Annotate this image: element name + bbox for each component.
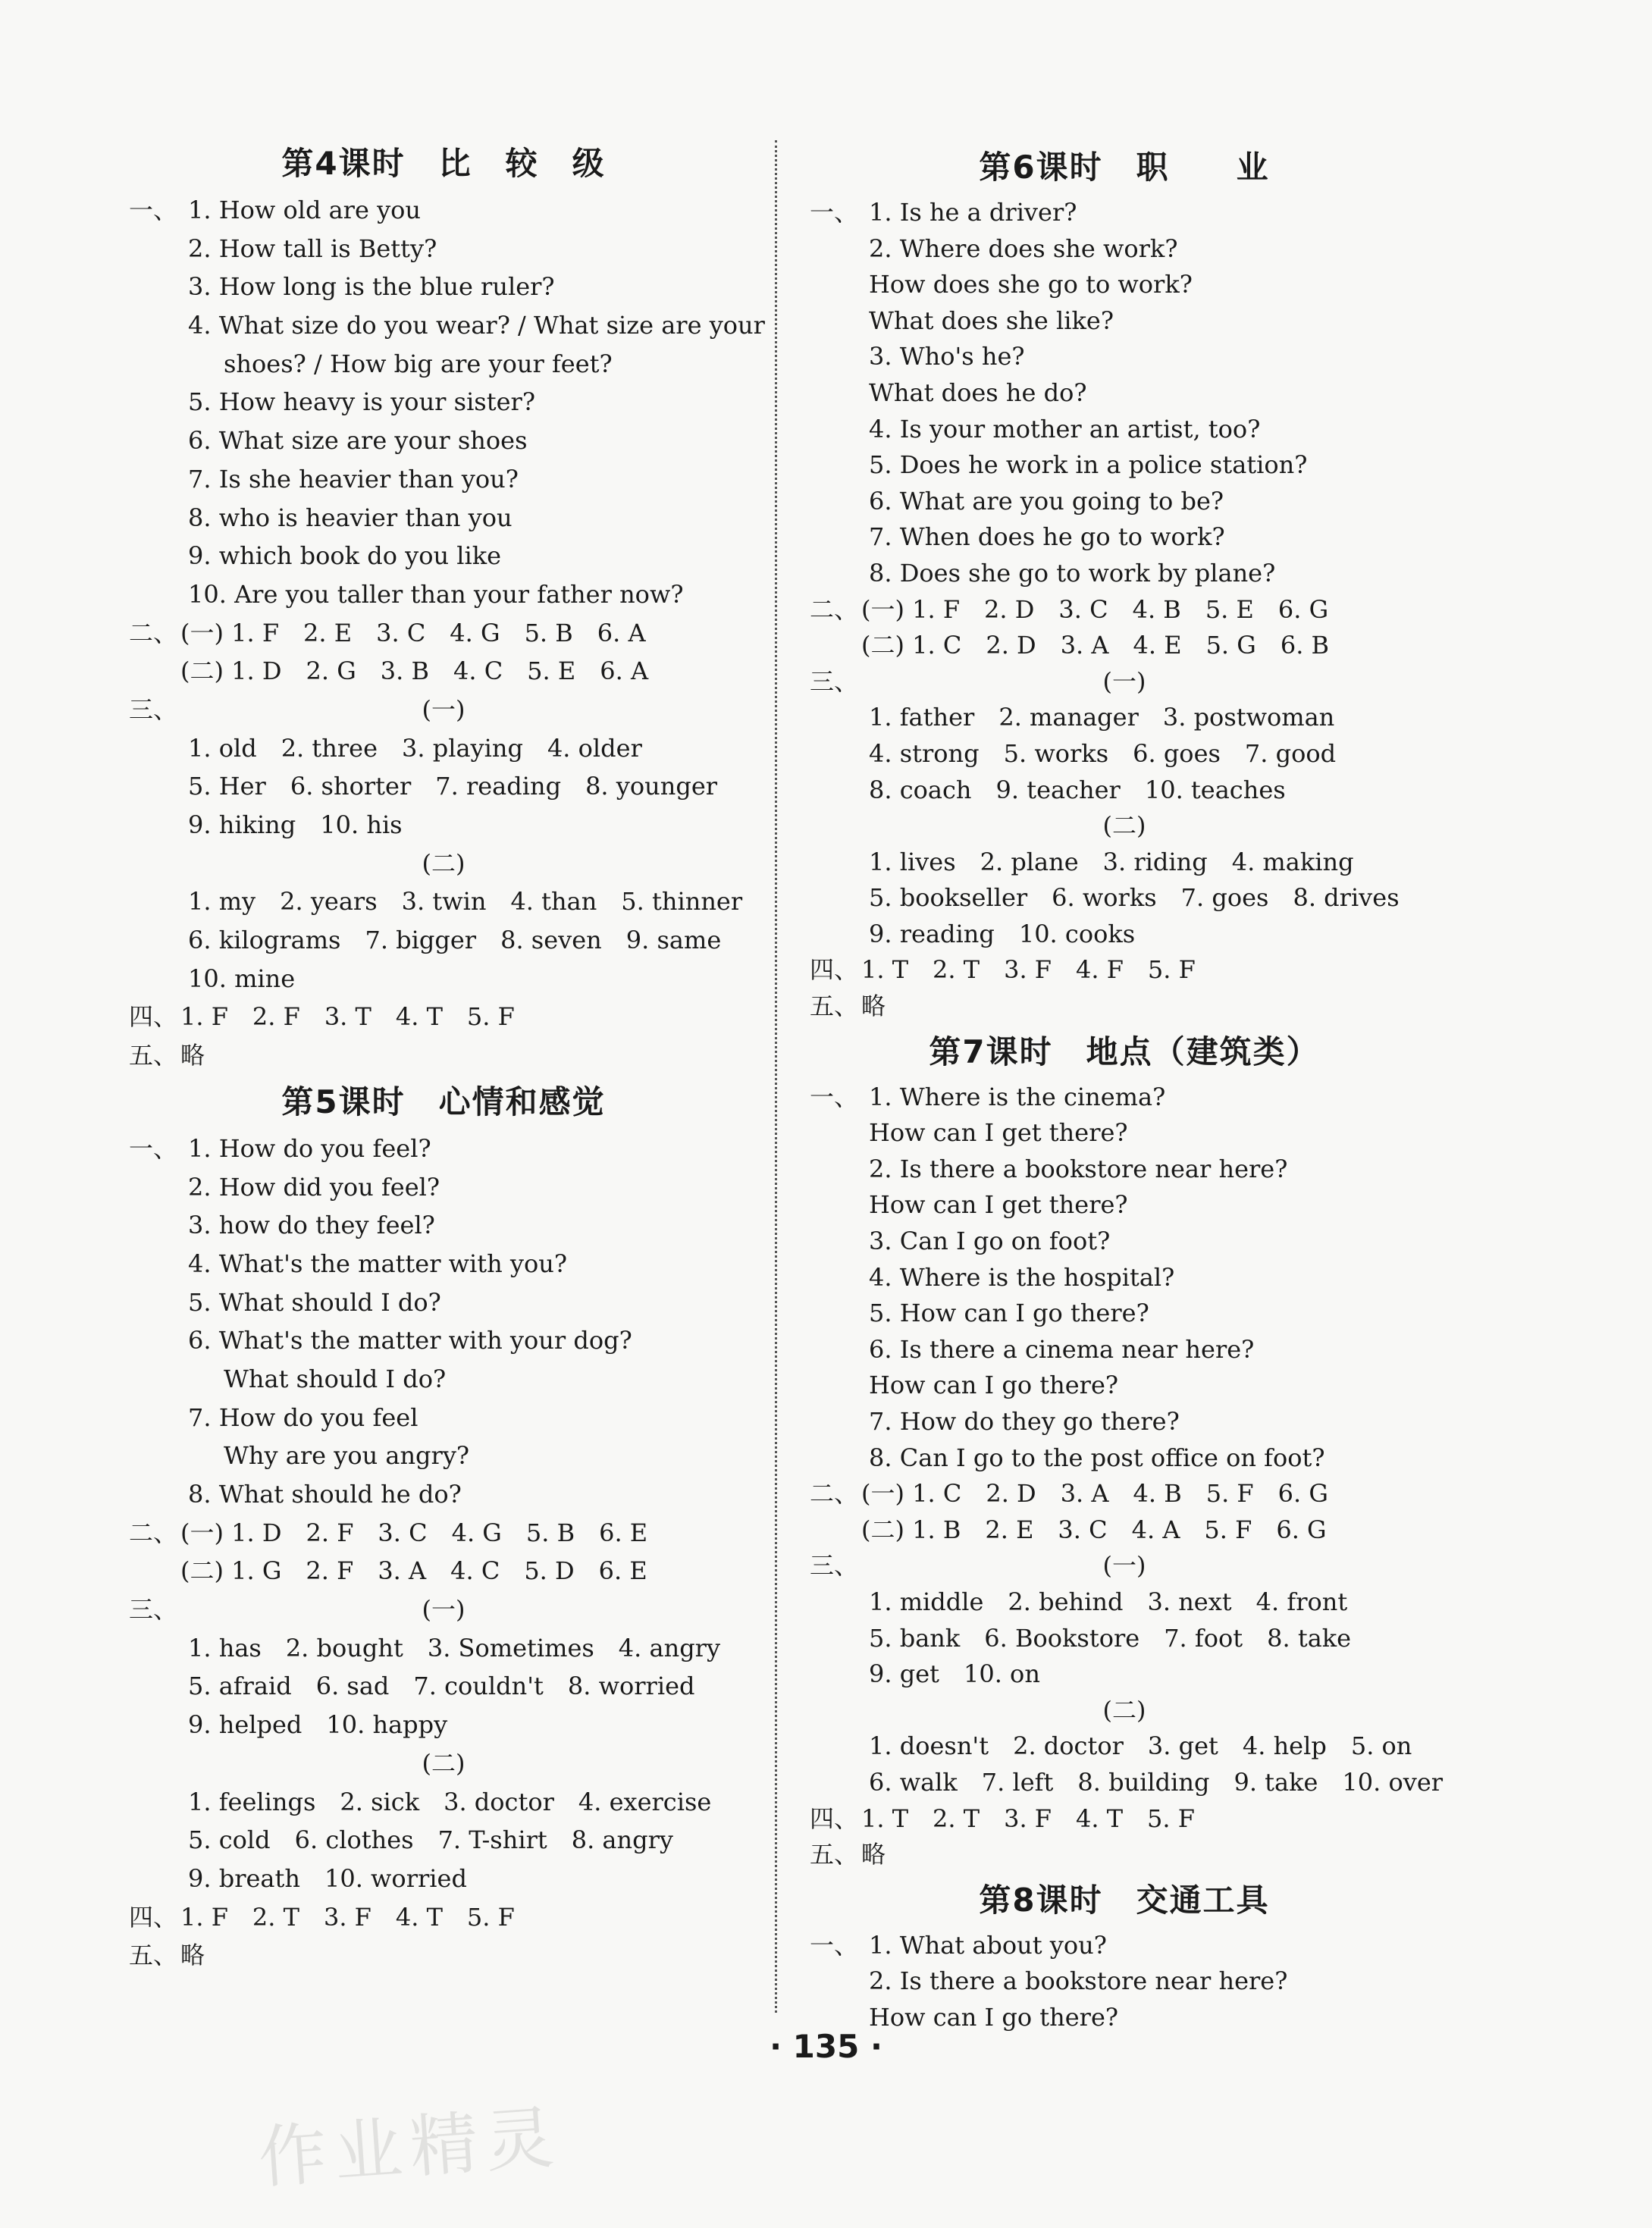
answer-text: How can I go there? (869, 1371, 1119, 1400)
subsection-label: (一) (422, 1595, 466, 1625)
answer-text: 6. walk 7. left 8. building 9. take 10. over (869, 1767, 1444, 1797)
answer-line (810, 412, 1439, 448)
answer-text: 2. Is there a bookstore near here? (869, 1966, 1288, 1996)
answer-line (810, 484, 1439, 520)
answer-text: 9. get 10. on (869, 1659, 1040, 1689)
answer-text: 9. helped 10. happy (188, 1710, 448, 1740)
answer-line (129, 1821, 758, 1860)
answer-text: 1. T 2. T 3. F 4. T 5. F (861, 1803, 1195, 1833)
question-number: 五、 (129, 1941, 178, 1970)
section-title: 第5课时 心情和感觉 (281, 1083, 606, 1120)
answer-line (129, 1898, 758, 1937)
answer-text: 1. Is he a driver? (869, 198, 1077, 227)
answer-line (810, 952, 1439, 989)
answer-text: 3. Can I go on foot? (869, 1227, 1111, 1256)
answer-text: 6. What size are your shoes (188, 426, 528, 456)
answer-text: 2. Where does she work? (869, 233, 1178, 263)
answer-text: (一) 1. C 2. D 3. A 4. B 5. F 6. G (861, 1479, 1328, 1509)
answer-line (129, 345, 758, 384)
answer-line (810, 556, 1439, 592)
answer-text: How can I get there? (869, 1190, 1128, 1220)
answer-line (810, 1332, 1439, 1368)
question-number: 五、 (810, 992, 859, 1021)
answer-text: 9. which book do you like (188, 541, 502, 571)
answer-text: 6. What are you going to be? (869, 486, 1224, 515)
answer-line (129, 1283, 758, 1322)
answer-text: 1. middle 2. behind 3. next 4. front (869, 1587, 1348, 1616)
answer-line (810, 1152, 1439, 1188)
answer-line (810, 1963, 1439, 2000)
answer-line (129, 575, 758, 614)
question-number: 二、 (129, 618, 178, 647)
question-number: 四、 (810, 955, 859, 985)
answer-text: 1. has 2. bought 3. Sometimes 4. angry (188, 1633, 721, 1662)
answer-text: 6. kilograms 7. bigger 8. seven 9. same (188, 926, 722, 955)
answer-line (810, 1476, 1439, 1512)
answer-line (129, 1667, 758, 1706)
answer-line (810, 1837, 1439, 1873)
question-number: 二、 (129, 1518, 178, 1547)
answer-line (129, 960, 758, 998)
answer-line (810, 1187, 1439, 1224)
answer-text: 1. F 2. F 3. T 4. T 5. F (180, 1002, 515, 1032)
answer-text: 4. What size do you wear? / What size are your (188, 311, 765, 340)
answer-line (810, 1080, 1439, 1116)
section-title: 第4课时 比 较 级 (281, 145, 606, 182)
answer-text: 10. Are you taller than your father now? (188, 579, 684, 609)
answer-text: 1. lives 2. plane 3. riding 4. making (869, 847, 1354, 876)
answer-text: What does she like? (869, 306, 1114, 335)
answer-text: 9. hiking 10. his (188, 810, 403, 839)
answer-text: 9. reading 10. cooks (869, 919, 1136, 948)
subsection-label: (一) (1102, 666, 1146, 696)
answer-text: 4. What's the matter with you? (188, 1249, 568, 1278)
answer-text: 略 (861, 992, 886, 1021)
answer-text: What should I do? (224, 1364, 447, 1393)
answer-line (129, 1706, 758, 1744)
answer-text: 5. bank 6. Bookstore 7. foot 8. take (869, 1623, 1352, 1653)
answer-line (129, 1437, 758, 1475)
answer-line (810, 772, 1439, 809)
answer-line (810, 1368, 1439, 1404)
answer-line (129, 767, 758, 806)
answer-line (810, 303, 1439, 340)
subsection-label: (二) (422, 848, 466, 878)
right-column (810, 140, 1444, 2036)
answer-text: shoes? / How big are your feet? (224, 349, 613, 378)
answer-text: 4. Where is the hospital? (869, 1262, 1175, 1292)
answer-text: 1. T 2. T 3. F 4. F 5. F (861, 955, 1196, 985)
answer-text: 9. breath 10. worried (188, 1863, 467, 1893)
answer-text: 8. Can I go to the post office on foot? (869, 1443, 1325, 1472)
answer-line (129, 882, 758, 921)
question-number: 三、 (810, 666, 859, 696)
answer-line (810, 519, 1439, 556)
question-number: 一、 (129, 196, 178, 224)
answer-text: 5. afraid 6. sad 7. couldn't 8. worried (188, 1672, 695, 1701)
answer-line (810, 845, 1439, 881)
answer-line (810, 1440, 1439, 1477)
answer-line (129, 1399, 758, 1437)
question-number: 一、 (810, 1082, 859, 1111)
answer-text: 6. Is there a cinema near here? (869, 1334, 1255, 1364)
answer-text: 1. my 2. years 3. twin 4. than 5. thinner (188, 887, 743, 917)
subsection-label: (一) (1102, 1551, 1146, 1581)
answer-line (129, 1245, 758, 1283)
answer-line (810, 700, 1439, 736)
answer-text: 5. bookseller 6. works 7. goes 8. drives (869, 883, 1400, 913)
answer-line (129, 1206, 758, 1245)
answer-line (129, 921, 758, 960)
question-number: 三、 (810, 1551, 859, 1581)
answer-line (129, 306, 765, 345)
answer-text: 1. What about you? (869, 1930, 1107, 1960)
answer-text: (二) 1. G 2. F 3. A 4. C 5. D 6. E (180, 1556, 647, 1586)
answer-line (129, 421, 758, 460)
answer-text: Why are you angry? (224, 1441, 470, 1471)
answer-line (129, 1360, 758, 1399)
answer-line (810, 339, 1439, 375)
page-number: · 135 · (770, 2028, 882, 2065)
answer-text: 4. Is your mother an artist, too? (869, 414, 1261, 443)
subsection-label: (二) (422, 1748, 466, 1778)
answer-text: 8. coach 9. teacher 10. teaches (869, 775, 1286, 804)
answer-line (129, 998, 758, 1036)
answer-line (129, 460, 758, 499)
answer-line (810, 1656, 1439, 1693)
section-title: 第6课时 职 业 (979, 149, 1270, 186)
answer-text: (二) 1. D 2. G 3. B 4. C 5. E 6. A (180, 656, 649, 686)
answer-line (129, 1783, 758, 1822)
answer-text: (一) 1. F 2. E 3. C 4. G 5. B 6. A (180, 618, 646, 647)
question-number: 一、 (810, 1930, 859, 1960)
answer-text: 1. How old are you (188, 196, 422, 224)
answer-line (129, 1629, 758, 1668)
answer-text: 8. What should he do? (188, 1480, 462, 1509)
answer-text: 略 (180, 1941, 205, 1970)
answer-line (129, 499, 758, 537)
answer-line (810, 1404, 1439, 1440)
answer-text: 3. Who's he? (869, 342, 1025, 371)
column-divider (775, 140, 777, 2013)
answer-line (129, 1036, 758, 1075)
answer-line (129, 1936, 758, 1975)
answer-line (810, 1548, 1439, 1584)
answer-text: (一) 1. F 2. D 3. C 4. B 5. E 6. G (861, 594, 1329, 624)
answer-line (129, 614, 758, 653)
answer-text: 1. Where is the cinema? (869, 1082, 1166, 1111)
answer-line (129, 1860, 758, 1898)
answer-line (129, 1130, 758, 1168)
answer-text: 2. How did you feel? (188, 1172, 440, 1202)
answer-text: 1. F 2. T 3. F 4. T 5. F (180, 1902, 515, 1932)
question-number: 四、 (129, 1902, 178, 1932)
answer-line (810, 1224, 1439, 1260)
answer-text: 1. father 2. manager 3. postwoman (869, 703, 1335, 732)
answer-text: 5. What should I do? (188, 1287, 441, 1317)
answer-line (129, 268, 758, 306)
question-number: 一、 (129, 1133, 178, 1163)
answer-text: 5. How can I go there? (869, 1299, 1149, 1328)
answer-line (129, 806, 758, 845)
answer-line (129, 1590, 758, 1629)
question-number: 五、 (129, 1041, 178, 1070)
answer-line (810, 1115, 1439, 1152)
answer-line (129, 383, 758, 421)
subsection-label: (一) (422, 694, 466, 724)
answer-text: How does she go to work? (869, 270, 1193, 299)
answer-line (810, 917, 1439, 953)
answer-line (129, 537, 758, 575)
left-column (129, 136, 765, 1975)
answer-line (810, 880, 1439, 917)
answer-line (129, 729, 758, 768)
answer-line (810, 1765, 1444, 1801)
answer-line (810, 628, 1439, 664)
question-number: 三、 (129, 694, 178, 724)
watermark-logo: 作业精灵 (255, 2098, 564, 2198)
answer-line (810, 989, 1439, 1025)
answer-text: 略 (180, 1041, 205, 1070)
answer-text: 5. How heavy is your sister? (188, 387, 535, 417)
subsection-label: (二) (1102, 1695, 1146, 1725)
answer-line (810, 195, 1439, 231)
answer-text: 7. When does he go to work? (869, 522, 1225, 552)
answer-text: 3. how do they feel? (188, 1211, 435, 1240)
answer-line (810, 1584, 1439, 1621)
question-number: 二、 (810, 594, 859, 624)
section-title: 第7课时 地点（建筑类） (929, 1033, 1320, 1070)
question-number: 四、 (129, 1002, 178, 1032)
answer-line (810, 231, 1439, 268)
answer-text: 7. How do they go there? (869, 1407, 1180, 1436)
answer-line (810, 1260, 1439, 1296)
answer-text: How can I go there? (869, 2002, 1119, 2032)
answer-text: 1. How do you feel? (188, 1133, 431, 1163)
answer-text: 3. How long is the blue ruler? (188, 272, 555, 302)
answer-text: 8. Does she go to work by plane? (869, 558, 1276, 588)
answer-line (810, 267, 1439, 303)
answer-line (129, 652, 758, 691)
question-number: 三、 (129, 1595, 178, 1625)
answer-line (129, 191, 758, 230)
answer-text: 5. Her 6. shorter 7. reading 8. younger (188, 772, 718, 801)
answer-text: 5. Does he work in a police station? (869, 450, 1308, 480)
answer-line (810, 1728, 1439, 1765)
answer-line (810, 664, 1439, 700)
answer-text: (一) 1. D 2. F 3. C 4. G 5. B 6. E (180, 1518, 648, 1547)
answer-line (129, 1168, 758, 1207)
answer-line (810, 1801, 1439, 1838)
answer-line (129, 1475, 758, 1514)
answer-text: 10. mine (188, 964, 296, 993)
answer-text: What does he do? (869, 378, 1087, 407)
question-number: 二、 (810, 1479, 859, 1509)
answer-text: (二) 1. B 2. E 3. C 4. A 5. F 6. G (861, 1515, 1327, 1544)
answer-line (810, 592, 1439, 628)
answer-text: 1. doesn't 2. doctor 3. get 4. help 5. on (869, 1731, 1412, 1761)
answer-line (810, 1928, 1439, 1964)
section-title: 第8课时 交通工具 (979, 1881, 1270, 1919)
answer-line (129, 691, 758, 729)
answer-text: (二) 1. C 2. D 3. A 4. E 5. G 6. B (861, 631, 1330, 660)
answer-line (129, 1321, 758, 1360)
answer-text: 1. old 2. three 3. playing 4. older (188, 733, 642, 763)
answer-line (810, 1621, 1439, 1657)
answer-text: 2. How tall is Betty? (188, 233, 437, 263)
question-number: 四、 (810, 1803, 859, 1833)
answer-text: 4. strong 5. works 6. goes 7. good (869, 738, 1337, 768)
answer-line (810, 375, 1439, 412)
answer-line (810, 1512, 1439, 1549)
answer-text: 6. What's the matter with your dog? (188, 1326, 632, 1355)
answer-line (810, 736, 1439, 772)
answer-text: 1. feelings 2. sick 3. doctor 4. exercise (188, 1787, 712, 1816)
question-number: 五、 (810, 1840, 859, 1869)
answer-text: How can I get there? (869, 1118, 1128, 1148)
answer-text: 8. who is heavier than you (188, 503, 513, 532)
answer-line (129, 1514, 758, 1553)
answer-line (129, 1552, 758, 1590)
answer-line (810, 447, 1439, 484)
answer-text: 5. cold 6. clothes 7. T-shirt 8. angry (188, 1825, 673, 1855)
answer-text: 2. Is there a bookstore near here? (869, 1154, 1288, 1183)
answer-line (810, 1296, 1439, 1332)
subsection-label: (二) (1102, 811, 1146, 841)
answer-text: 7. Is she heavier than you? (188, 464, 519, 494)
answer-text: 略 (861, 1840, 886, 1869)
answer-line (129, 230, 758, 268)
answer-text: 7. How do you feel (188, 1402, 418, 1432)
question-number: 一、 (810, 198, 859, 227)
